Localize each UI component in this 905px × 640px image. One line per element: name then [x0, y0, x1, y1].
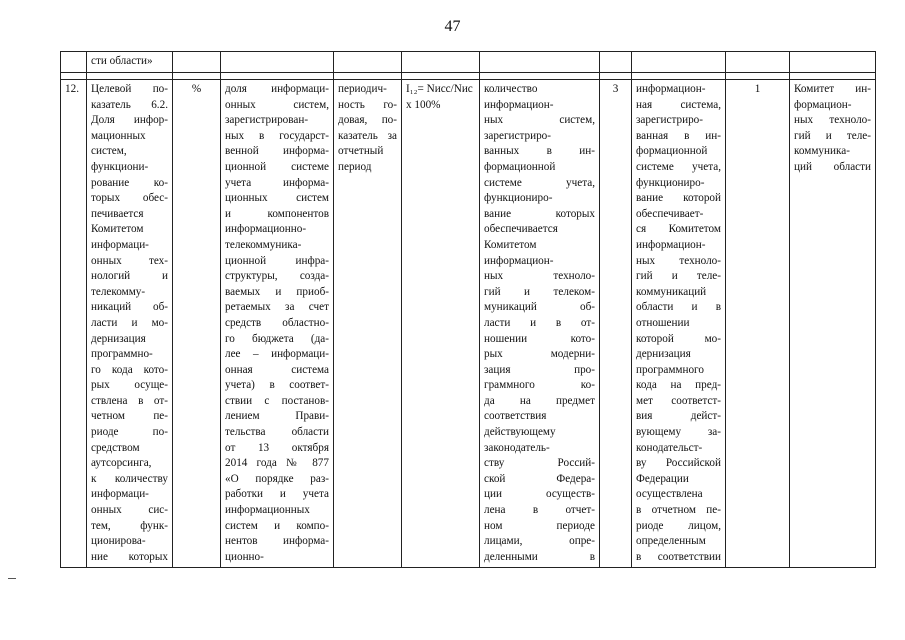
- text-line: коммуникаций: [636, 285, 707, 298]
- indicator-number-cell: 3: [600, 80, 632, 568]
- indicator-row: [61, 80, 876, 568]
- unit-cell: %: [173, 80, 221, 568]
- text-line: муникаций об-: [484, 301, 595, 314]
- text-line: коммуника-: [794, 145, 850, 158]
- text-line: ных техноло-: [636, 254, 721, 267]
- text-line: ретаемых за счет: [225, 301, 329, 314]
- text-line: довая, по-: [338, 114, 397, 127]
- text-line: количество: [484, 83, 538, 95]
- text-line: информаци-: [91, 238, 149, 251]
- system-number-cell: 1: [726, 80, 790, 568]
- text-line: в отчетном пе-: [636, 504, 721, 517]
- text-line: отчетный: [338, 145, 384, 158]
- text-line: деленными в: [484, 550, 595, 563]
- text-line: рых осуще-: [91, 379, 168, 392]
- indicator-table: [60, 51, 876, 568]
- text-line: вание которых: [484, 207, 595, 220]
- text-line: средств областно-: [225, 316, 329, 329]
- text-line: функциони-: [91, 160, 149, 173]
- system-description-cell: [632, 80, 726, 568]
- text-line: средством: [91, 441, 140, 454]
- text-line: лее – информаци-: [225, 348, 329, 361]
- text-line: мет соответст-: [636, 394, 721, 407]
- text-line: ствии с постанов-: [225, 394, 329, 407]
- text-line: системе учета,: [484, 176, 595, 189]
- text-line: ционной инфра-: [225, 254, 329, 267]
- text-line: функциониро-: [484, 192, 553, 205]
- text-line: дернизация: [91, 332, 146, 345]
- text-line: ся Комитетом: [636, 223, 721, 236]
- text-line: печивается: [91, 207, 144, 220]
- text-line: венной информа-: [225, 145, 329, 158]
- text-line: ние которых: [91, 550, 168, 563]
- text-line: торых обес-: [91, 192, 168, 205]
- text-line: лением Прави-: [225, 410, 329, 423]
- text-line: ционных систем: [225, 192, 329, 205]
- text-line: ций области: [794, 160, 871, 173]
- text-line: гий и теле-: [636, 270, 721, 283]
- text-line: онных сис-: [91, 504, 168, 517]
- text-line: ных систем,: [484, 114, 595, 127]
- text-line: законодатель-: [484, 441, 550, 454]
- periodicity-cell: [334, 80, 402, 568]
- text-line: Целевой по-: [91, 83, 168, 95]
- text-line: зарегистрирован-: [225, 114, 309, 127]
- text-line: систем,: [91, 145, 127, 158]
- text-line: Доля инфор-: [91, 114, 168, 127]
- text-line: гий и телеком-: [484, 285, 595, 298]
- text-line: риоде лицом,: [636, 519, 721, 532]
- text-line: отношении: [636, 316, 690, 329]
- text-line: ласти и мо-: [91, 316, 168, 329]
- text-line: системе учета,: [636, 160, 721, 173]
- text-line: информационно-: [225, 223, 307, 236]
- text-line: формационной: [636, 145, 708, 158]
- text-line: дернизация: [636, 348, 691, 361]
- text-line: ваемых и приоб-: [225, 285, 329, 298]
- text-line: нологий и: [91, 270, 168, 283]
- text-line: информаци-: [91, 488, 149, 501]
- responsible-cell: [790, 80, 876, 568]
- text-line: учета) в соответ-: [225, 379, 329, 392]
- text-line: ционно-: [225, 550, 264, 563]
- text-line: работки и учета: [225, 488, 329, 501]
- text-line: го кода кото-: [91, 363, 168, 376]
- text-line: программно-: [91, 348, 153, 361]
- text-line: го бюджета (да-: [225, 332, 329, 345]
- text-line: аутсорсинга,: [91, 457, 152, 470]
- text-line: гий и теле-: [794, 129, 871, 142]
- indicator-name-cell: [87, 80, 173, 568]
- text-line: в соответствии: [636, 550, 721, 563]
- text-line: да на предмет: [484, 394, 595, 407]
- text-line: ном периоде: [484, 519, 595, 532]
- text-line: конодательст-: [636, 441, 703, 454]
- text-line: ных техноло-: [794, 114, 871, 127]
- text-line: риоде по-: [91, 426, 168, 439]
- page-number: 47: [444, 18, 461, 35]
- text-line: формационной: [484, 160, 556, 173]
- text-line: зарегистриро-: [636, 114, 704, 127]
- text-line: программного: [636, 363, 704, 376]
- formula-text: I₁₂= Nисс/Nис x 100%: [406, 83, 473, 111]
- text-line: соответствия: [484, 410, 547, 423]
- text-line: ционной системе: [225, 160, 329, 173]
- text-line: ции осуществ-: [484, 488, 595, 501]
- text-line: ствлена в от-: [91, 394, 168, 407]
- text-line: никаций об-: [91, 301, 168, 314]
- text-line: ционирова-: [91, 535, 146, 548]
- text-line: от 13 октября: [225, 441, 329, 454]
- text-line: информацион-: [636, 238, 706, 251]
- formula-cell: [402, 80, 480, 568]
- text-line: лена в отчет-: [484, 504, 595, 517]
- text-line: ванных в ин-: [484, 145, 595, 158]
- text-line: осуществлена: [636, 488, 703, 501]
- text-line: граммного ко-: [484, 379, 595, 392]
- text-line: к количеству: [91, 472, 168, 485]
- text-line: функциониро-: [636, 176, 705, 189]
- text-line: информацион-: [484, 254, 554, 267]
- text-line: лицами, опре-: [484, 535, 595, 548]
- text-line: нентов информа-: [225, 535, 329, 548]
- text-line: периодич-: [338, 83, 387, 95]
- text-line: рование ко-: [91, 176, 168, 189]
- text-line: Комитетом: [484, 238, 537, 251]
- text-line: доля информаци-: [225, 83, 329, 95]
- margin-tick: [8, 578, 16, 579]
- continuation-cell: сти области»: [87, 52, 173, 73]
- text-line: ской Федера-: [484, 472, 595, 485]
- row-number: 12.: [61, 80, 87, 568]
- text-line: обеспечивает-: [636, 207, 704, 220]
- text-line: ношении кото-: [484, 332, 595, 345]
- continuation-row: [61, 52, 876, 73]
- text-line: ласти и в от-: [484, 316, 595, 329]
- text-line: информацион-: [484, 98, 554, 111]
- text-line: кода на пред-: [636, 379, 721, 392]
- text-line: ных в государст-: [225, 129, 329, 142]
- text-line: структуры, созда-: [225, 270, 329, 283]
- text-line: ных техноло-: [484, 270, 595, 283]
- indicator-description-cell: [480, 80, 600, 568]
- text-line: казатель 6.2.: [91, 98, 168, 111]
- text-line: систем и компо-: [225, 519, 329, 532]
- text-line: тельства области: [225, 426, 329, 439]
- text-line: формацион-: [794, 98, 852, 111]
- text-line: период: [338, 160, 372, 173]
- text-line: ность го-: [338, 98, 397, 111]
- text-line: информацион-: [636, 83, 706, 95]
- text-line: определенным: [636, 535, 706, 548]
- text-line: 2014 года № 877: [225, 457, 329, 470]
- text-line: и компонентов: [225, 207, 329, 220]
- text-line: тем, функ-: [91, 519, 168, 532]
- text-line: области и в: [636, 301, 721, 314]
- text-line: информационных: [225, 504, 310, 517]
- text-line: которой мо-: [636, 332, 721, 345]
- text-line: рых модерни-: [484, 348, 595, 361]
- text-line: четном пе-: [91, 410, 168, 423]
- text-line: ванная в ин-: [636, 129, 721, 142]
- text-line: «О порядке раз-: [225, 472, 329, 485]
- text-line: казатель за: [338, 129, 397, 142]
- text-line: Комитет ин-: [794, 83, 871, 95]
- text-line: вующему за-: [636, 426, 721, 439]
- text-line: онных тех-: [91, 254, 168, 267]
- text-line: вия дейст-: [636, 410, 721, 423]
- text-line: зарегистриро-: [484, 129, 552, 142]
- text-line: зация про-: [484, 363, 595, 376]
- text-line: ству Россий-: [484, 457, 595, 470]
- text-line: учета информа-: [225, 176, 329, 189]
- text-line: телекоммуника-: [225, 238, 302, 251]
- text-line: мационных: [91, 129, 146, 142]
- text-line: Комитетом: [91, 223, 144, 236]
- text-line: Федерации: [636, 472, 689, 485]
- text-line: ная система,: [636, 98, 721, 111]
- text-line: вание которой: [636, 192, 721, 205]
- text-line: онная система: [225, 363, 329, 376]
- text-line: обеспечивается: [484, 223, 558, 236]
- text-line: действующему: [484, 426, 556, 439]
- text-line: ву Российской: [636, 457, 721, 470]
- text-line: телекомму-: [91, 285, 146, 298]
- text-line: онных систем,: [225, 98, 329, 111]
- definition-cell: [221, 80, 334, 568]
